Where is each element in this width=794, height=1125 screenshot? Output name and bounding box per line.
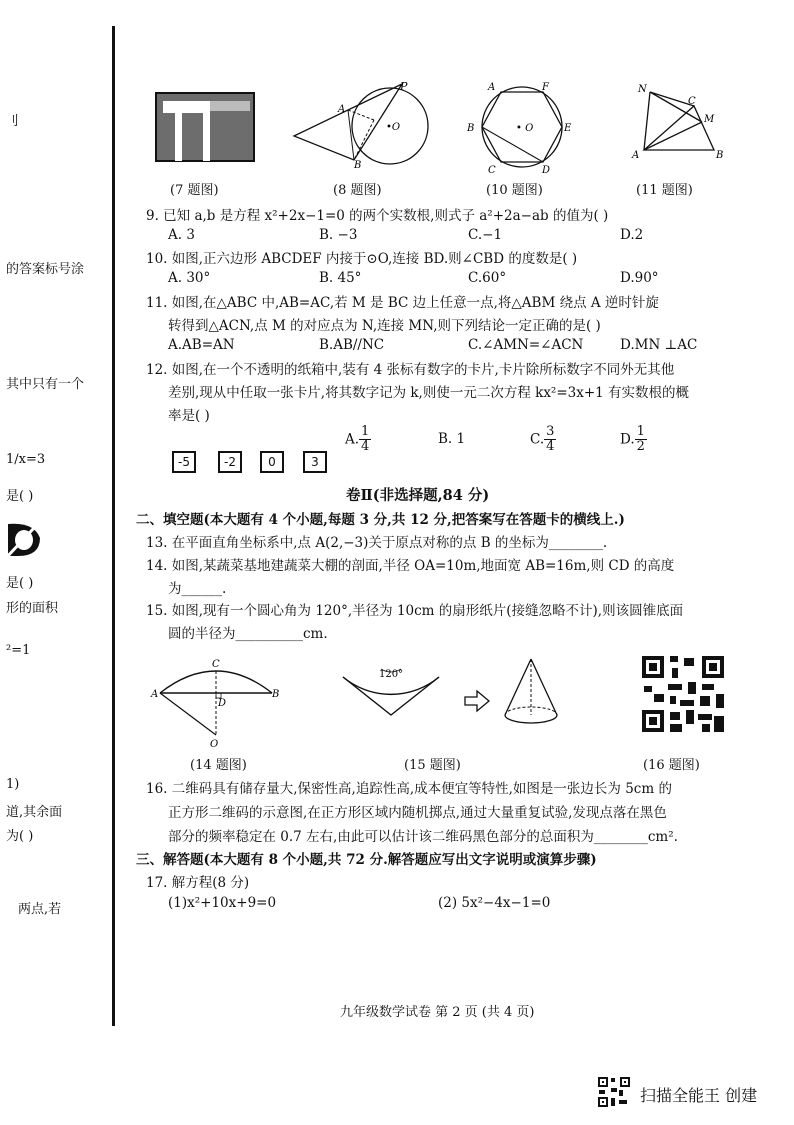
figure-caption: (15 题图) xyxy=(404,758,461,773)
question-17-part-1: (1)x²+10x+9=0 xyxy=(168,895,277,911)
question-13: 13. 在平面直角坐标系中,点 A(2,−3)关于原点对称的点 B 的坐标为________. xyxy=(146,535,608,551)
margin-figure xyxy=(4,518,44,564)
option-d: D.2 xyxy=(620,227,644,243)
point-label: O xyxy=(210,739,219,750)
volume-heading: 卷Ⅱ(非选择题,84 分) xyxy=(346,487,490,504)
point-label: A xyxy=(151,689,159,700)
question-16-line: 16. 二维码具有储存量大,保密性高,追踪性高,成本便宜等特性,如图是一张边长为 5cm 的 xyxy=(146,781,672,797)
margin-fragment: 形的面积 xyxy=(6,601,59,616)
point-label: C xyxy=(212,659,220,670)
margin-fragment: 的答案标号涂 xyxy=(6,262,85,277)
binding-line xyxy=(112,26,115,1026)
option-a: A.AB=AN xyxy=(168,337,235,353)
point-label: E xyxy=(564,123,572,134)
question-12-line: 率是( ) xyxy=(168,408,210,424)
section-heading: 三、解答题(本大题有 8 个小题,共 72 分.解答题应写出文字说明或演算步骤) xyxy=(136,852,597,868)
point-label: N xyxy=(638,84,647,95)
number-card: 0 xyxy=(260,451,284,473)
figure-15-sector-cone xyxy=(335,655,575,754)
question-15-line: 15. 如图,现有一个圆心角为 120°,半径为 10cm 的扇形纸片(接缝忽略不计),则该圆锥底面 xyxy=(146,603,684,619)
point-label: C xyxy=(488,165,496,175)
margin-fragment: 是( ) xyxy=(6,489,34,504)
point-label: •O xyxy=(386,122,401,133)
option-b: B. −3 xyxy=(319,227,358,243)
question-12-line: 差别,现从中任取一张卡片,将其数字记为 k,则使一元二次方程 kx²=3x+1 有实数根的概 xyxy=(168,385,690,401)
option-b: B. 45° xyxy=(319,270,362,286)
margin-fragment: 刂 xyxy=(6,114,20,129)
point-label: B xyxy=(354,160,362,170)
margin-fragment: 两点,若 xyxy=(18,902,62,917)
point-label: P xyxy=(400,80,408,93)
question-16-line: 正方形二维码的示意图,在正方形区域内随机掷点,通过大量重复试验,发现点落在黑色 xyxy=(168,805,667,821)
margin-fragment: 1) xyxy=(6,777,20,792)
scanner-qr-icon xyxy=(597,1076,631,1112)
option-a: A. 3 xyxy=(168,227,195,243)
question-17-stem: 17. 解方程(8 分) xyxy=(146,875,250,891)
question-10-stem: 10. 如图,正六边形 ABCDEF 内接于⊙O,连接 BD.则∠CBD 的度数是( ) xyxy=(146,251,578,267)
figure-8-circle-triangle xyxy=(290,80,440,174)
option-d: D. $\frac{1}{2}$ xyxy=(620,424,645,454)
figure-10-hexagon xyxy=(464,80,579,179)
point-label: D xyxy=(218,698,227,709)
figure-caption: (7 题图) xyxy=(170,183,219,198)
question-12-line: 12. 如图,在一个不透明的纸箱中,装有 4 张标有数字的卡片,卡片除所标数字不同外无其他 xyxy=(146,362,675,378)
margin-fragment: 道,其余面 xyxy=(6,805,63,820)
question-14-line: 14. 如图,某蔬菜基地建蔬菜大棚的剖面,半径 OA=10m,地面宽 AB=16m,则 CD 的高度 xyxy=(146,558,675,574)
point-label: D xyxy=(542,165,551,175)
figure-caption: (11 题图) xyxy=(636,183,693,198)
scanner-watermark: 扫描全能王 创建 xyxy=(640,1086,758,1105)
figure-caption: (14 题图) xyxy=(190,758,247,773)
option-c: C.−1 xyxy=(468,227,503,243)
point-label: B xyxy=(467,123,475,134)
figure-7-window xyxy=(155,92,255,166)
figure-caption: (10 题图) xyxy=(486,183,543,198)
margin-fragment: 其中只有一个 xyxy=(6,377,85,392)
option-b: B.AB//NC xyxy=(319,337,385,353)
point-label: B xyxy=(272,689,280,700)
point-label: • O xyxy=(516,123,534,134)
figure-14-arch xyxy=(150,655,285,754)
number-card: -5 xyxy=(172,451,196,473)
point-label: B xyxy=(716,150,724,161)
figure-16-qr-code xyxy=(640,654,726,738)
option-c: C.60° xyxy=(468,270,507,286)
question-15-line: 圆的半径为__________cm. xyxy=(168,626,328,642)
point-label: A xyxy=(632,150,640,161)
margin-fragment: 为( ) xyxy=(6,829,34,844)
page-footer: 九年级数学试卷 第 2 页 (共 4 页) xyxy=(340,1005,535,1020)
option-d: D.MN ⊥AC xyxy=(620,337,698,353)
option-d: D.90° xyxy=(620,270,659,286)
question-14-line: 为______. xyxy=(168,581,227,597)
point-label: M xyxy=(704,114,715,125)
question-9-stem: 9. 已知 a,b 是方程 x²+2x−1=0 的两个实数根,则式子 a²+2a−ab 的值为( ) xyxy=(146,208,609,224)
question-17-part-2: (2) 5x²−4x−1=0 xyxy=(438,895,551,911)
point-label: A xyxy=(488,82,496,93)
margin-fragment: 1/x=3 xyxy=(6,452,46,467)
option-a: A. 30° xyxy=(168,270,211,286)
question-11-line: 转得到△ACN,点 M 的对应点为 N,连接 MN,则下列结论一定正确的是( ) xyxy=(168,318,601,334)
number-card: -2 xyxy=(218,451,242,473)
figure-11-triangle xyxy=(624,80,734,169)
angle-label: 120° xyxy=(379,669,404,680)
section-heading: 二、填空题(本大题有 4 个小题,每题 3 分,共 12 分,把答案写在答题卡的横线上.) xyxy=(136,512,625,528)
point-label: A xyxy=(338,104,346,115)
margin-fragment: ²=1 xyxy=(6,643,31,658)
margin-fragment: 是( ) xyxy=(6,576,34,591)
figure-caption: (8 题图) xyxy=(333,183,382,198)
option-a: A. $\frac{1}{4}$ xyxy=(345,424,370,454)
point-label: C xyxy=(688,96,696,107)
question-11-line: 11. 如图,在△ABC 中,AB=AC,若 M 是 BC 边上任意一点,将△ABM 绕点 A 逆时针旋 xyxy=(146,295,659,311)
option-c: C.∠AMN=∠ACN xyxy=(468,337,584,353)
figure-caption: (16 题图) xyxy=(643,758,700,773)
option-b: B. 1 xyxy=(438,431,466,447)
number-card: 3 xyxy=(303,451,327,473)
point-label: F xyxy=(542,82,549,93)
question-16-line: 部分的频率稳定在 0.7 左右,由此可以估计该二维码黑色部分的总面积为________cm². xyxy=(168,829,678,845)
option-c: C. $\frac{3}{4}$ xyxy=(530,424,555,454)
